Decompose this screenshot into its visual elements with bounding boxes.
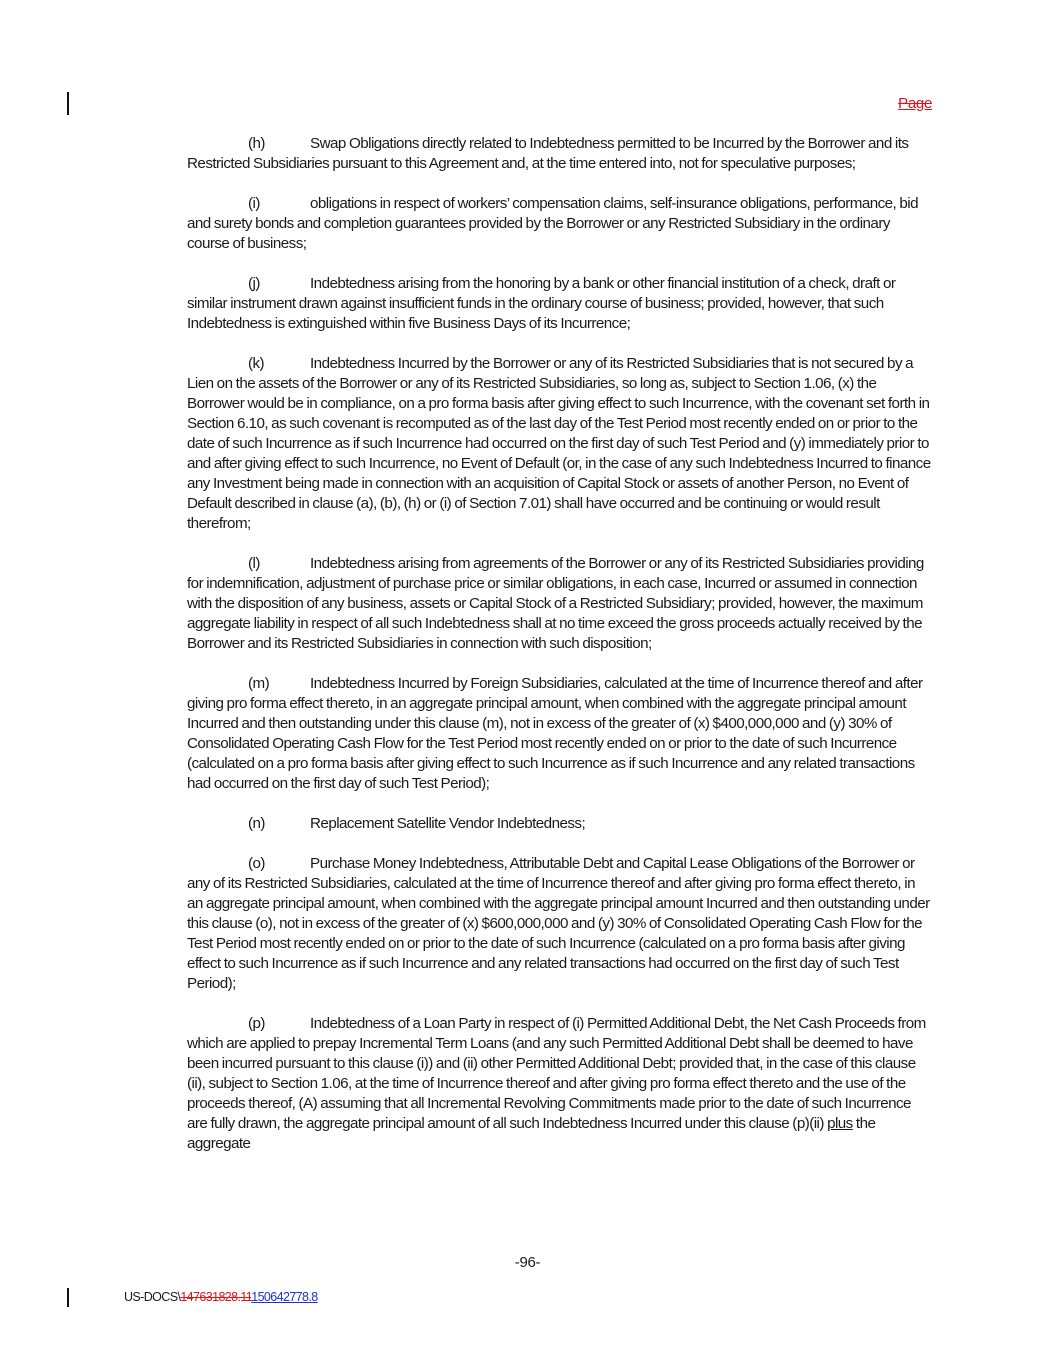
inserted-doc-id[interactable]: 150642778.8	[251, 1290, 318, 1304]
clause-o	[187, 854, 933, 994]
clause-text: Indebtedness arising from the honoring by a bank or other financial institution of a check, draft or similar instrument drawn against insufficient funds in the ordinary course of business; provided, however, that such Indebtedness is extinguished within five Business Days of its Incurrence;	[187, 275, 896, 332]
clause-p	[187, 1014, 933, 1154]
clause-label: (n)	[248, 815, 265, 832]
clause-text: Indebtedness of a Loan Party in respect of (i) Permitted Additional Debt, the Net Cash Proceeds from which are applied to prepay Incremental Term Loans (and any such Permitted Additional Debt shall be deemed to have been incurred pursuant to this clause (i)) and (ii) other Permitted Additional Debt; provided that, in the case of this clause (ii), subject to Section 1.06, at the time of Incurrence thereof and after giving pro forma effect thereto and the use of the proceeds thereof, (A) assuming that all Incremental Revolving Commitments made prior to the date of such Incurrence are fully drawn, the aggregate principal amount of all such Indebtedness Incurred under this clause (p)(ii)	[187, 1015, 926, 1132]
clause-k	[187, 354, 933, 534]
header-page-label: Page	[898, 95, 932, 112]
clause-text-continued: the aggregate	[187, 1115, 876, 1152]
clause-text: Swap Obligations directly related to Indebtedness permitted to be Incurred by the Borrower and its Restricted Subsidiaries pursuant to this Agreement and, at the time entered into, not for speculative purposes;	[187, 135, 909, 172]
page-number: -96-	[514, 1254, 541, 1271]
clause-text: obligations in respect of workers’ compensation claims, self-insurance obligations, performance, bid and surety bonds and completion guarantees provided by the Borrower or any Restricted Subsidiary in the ordinary course of business;	[187, 195, 919, 252]
clause-l	[187, 554, 933, 654]
clause-label: (i)	[248, 195, 260, 212]
clause-label: (k)	[248, 355, 265, 372]
document-body	[187, 134, 933, 1174]
clause-label: (j)	[248, 275, 260, 292]
clause-m	[187, 674, 933, 794]
change-bar-top	[67, 92, 69, 115]
clause-label: (o)	[248, 855, 265, 872]
clause-text: Purchase Money Indebtedness, Attributable Debt and Capital Lease Obligations of the Borrower or any of its Restricted Subsidiaries, calculated at the time of Incurrence thereof and after giving pro forma effect thereto, in an aggregate principal amount, when combined with the aggregate principal amount Incurred and then outstanding under this clause (o), not in excess of the greater of (x) $600,000,000 and (y) 30% of Consolidated Operating Cash Flow for the Test Period most recently ended on or prior to the date of such Incurrence (calculated on a pro forma basis after giving effect to such Incurrence as if such Incurrence and any related transactions had occurred on the first day of such Test Period);	[187, 855, 930, 992]
document-id	[124, 1290, 318, 1304]
clause-j	[187, 274, 933, 334]
deleted-doc-id: 147631828.11	[180, 1290, 252, 1304]
clause-text: Indebtedness Incurred by the Borrower or any of its Restricted Subsidiaries that is not secured by a Lien on the assets of the Borrower or any of its Restricted Subsidiaries, so long as, subject to Section 1.06, (x) the Borrower would be in compliance, on a pro forma basis after giving effect to such Incurrence, with the covenant set forth in Section 6.10, as such covenant is recomputed as of the last day of the Test Period most recently ended on or prior to the date of such Incurrence as if such Incurrence had occurred on the first day of such Test Period and (y) immediately prior to and after giving effect to such Incurrence, no Event of Default (or, in the case of any such Indebtedness Incurred to finance any Investment being made in connection with an acquisition of Capital Stock or assets of another Person, no Event of Default described in clause (a), (b), (h) or (i) of Section 7.01) shall have occurred and be continuing or would result therefrom;	[187, 355, 931, 532]
underlined-term: plus	[827, 1115, 853, 1132]
change-bar-bottom	[67, 1288, 69, 1307]
clause-n	[187, 814, 933, 834]
clause-label: (h)	[248, 135, 265, 152]
clause-text: Replacement Satellite Vendor Indebtedness;	[310, 815, 586, 832]
clause-label: (l)	[248, 555, 260, 572]
clause-label: (m)	[248, 675, 270, 692]
clause-i	[187, 194, 933, 254]
clause-text: Indebtedness Incurred by Foreign Subsidiaries, calculated at the time of Incurrence thereof and after giving pro forma effect thereto, in an aggregate principal amount, when combined with the aggregate principal amount Incurred and then outstanding under this clause (m), not in excess of the greater of (x) $400,000,000 and (y) 30% of Consolidated Operating Cash Flow for the Test Period most recently ended on or prior to the date of such Incurrence (calculated on a pro forma basis after giving effect to such Incurrence as if such Incurrence and any related transactions had occurred on the first day of such Test Period);	[187, 675, 923, 792]
clause-text: Indebtedness arising from agreements of the Borrower or any of its Restricted Subsidiaries providing for indemnification, adjustment of purchase price or similar obligations, in each case, Incurred or assumed in connection with the disposition of any business, assets or Capital Stock of a Restricted Subsidiary; provided, however, the maximum aggregate liability in respect of all such Indebtedness shall at no time exceed the gross proceeds actually received by the Borrower and its Restricted Subsidiaries in connection with such disposition;	[187, 555, 924, 652]
clause-h	[187, 134, 933, 174]
clause-label: (p)	[248, 1015, 265, 1032]
doc-prefix: US-DOCS\	[124, 1290, 181, 1304]
